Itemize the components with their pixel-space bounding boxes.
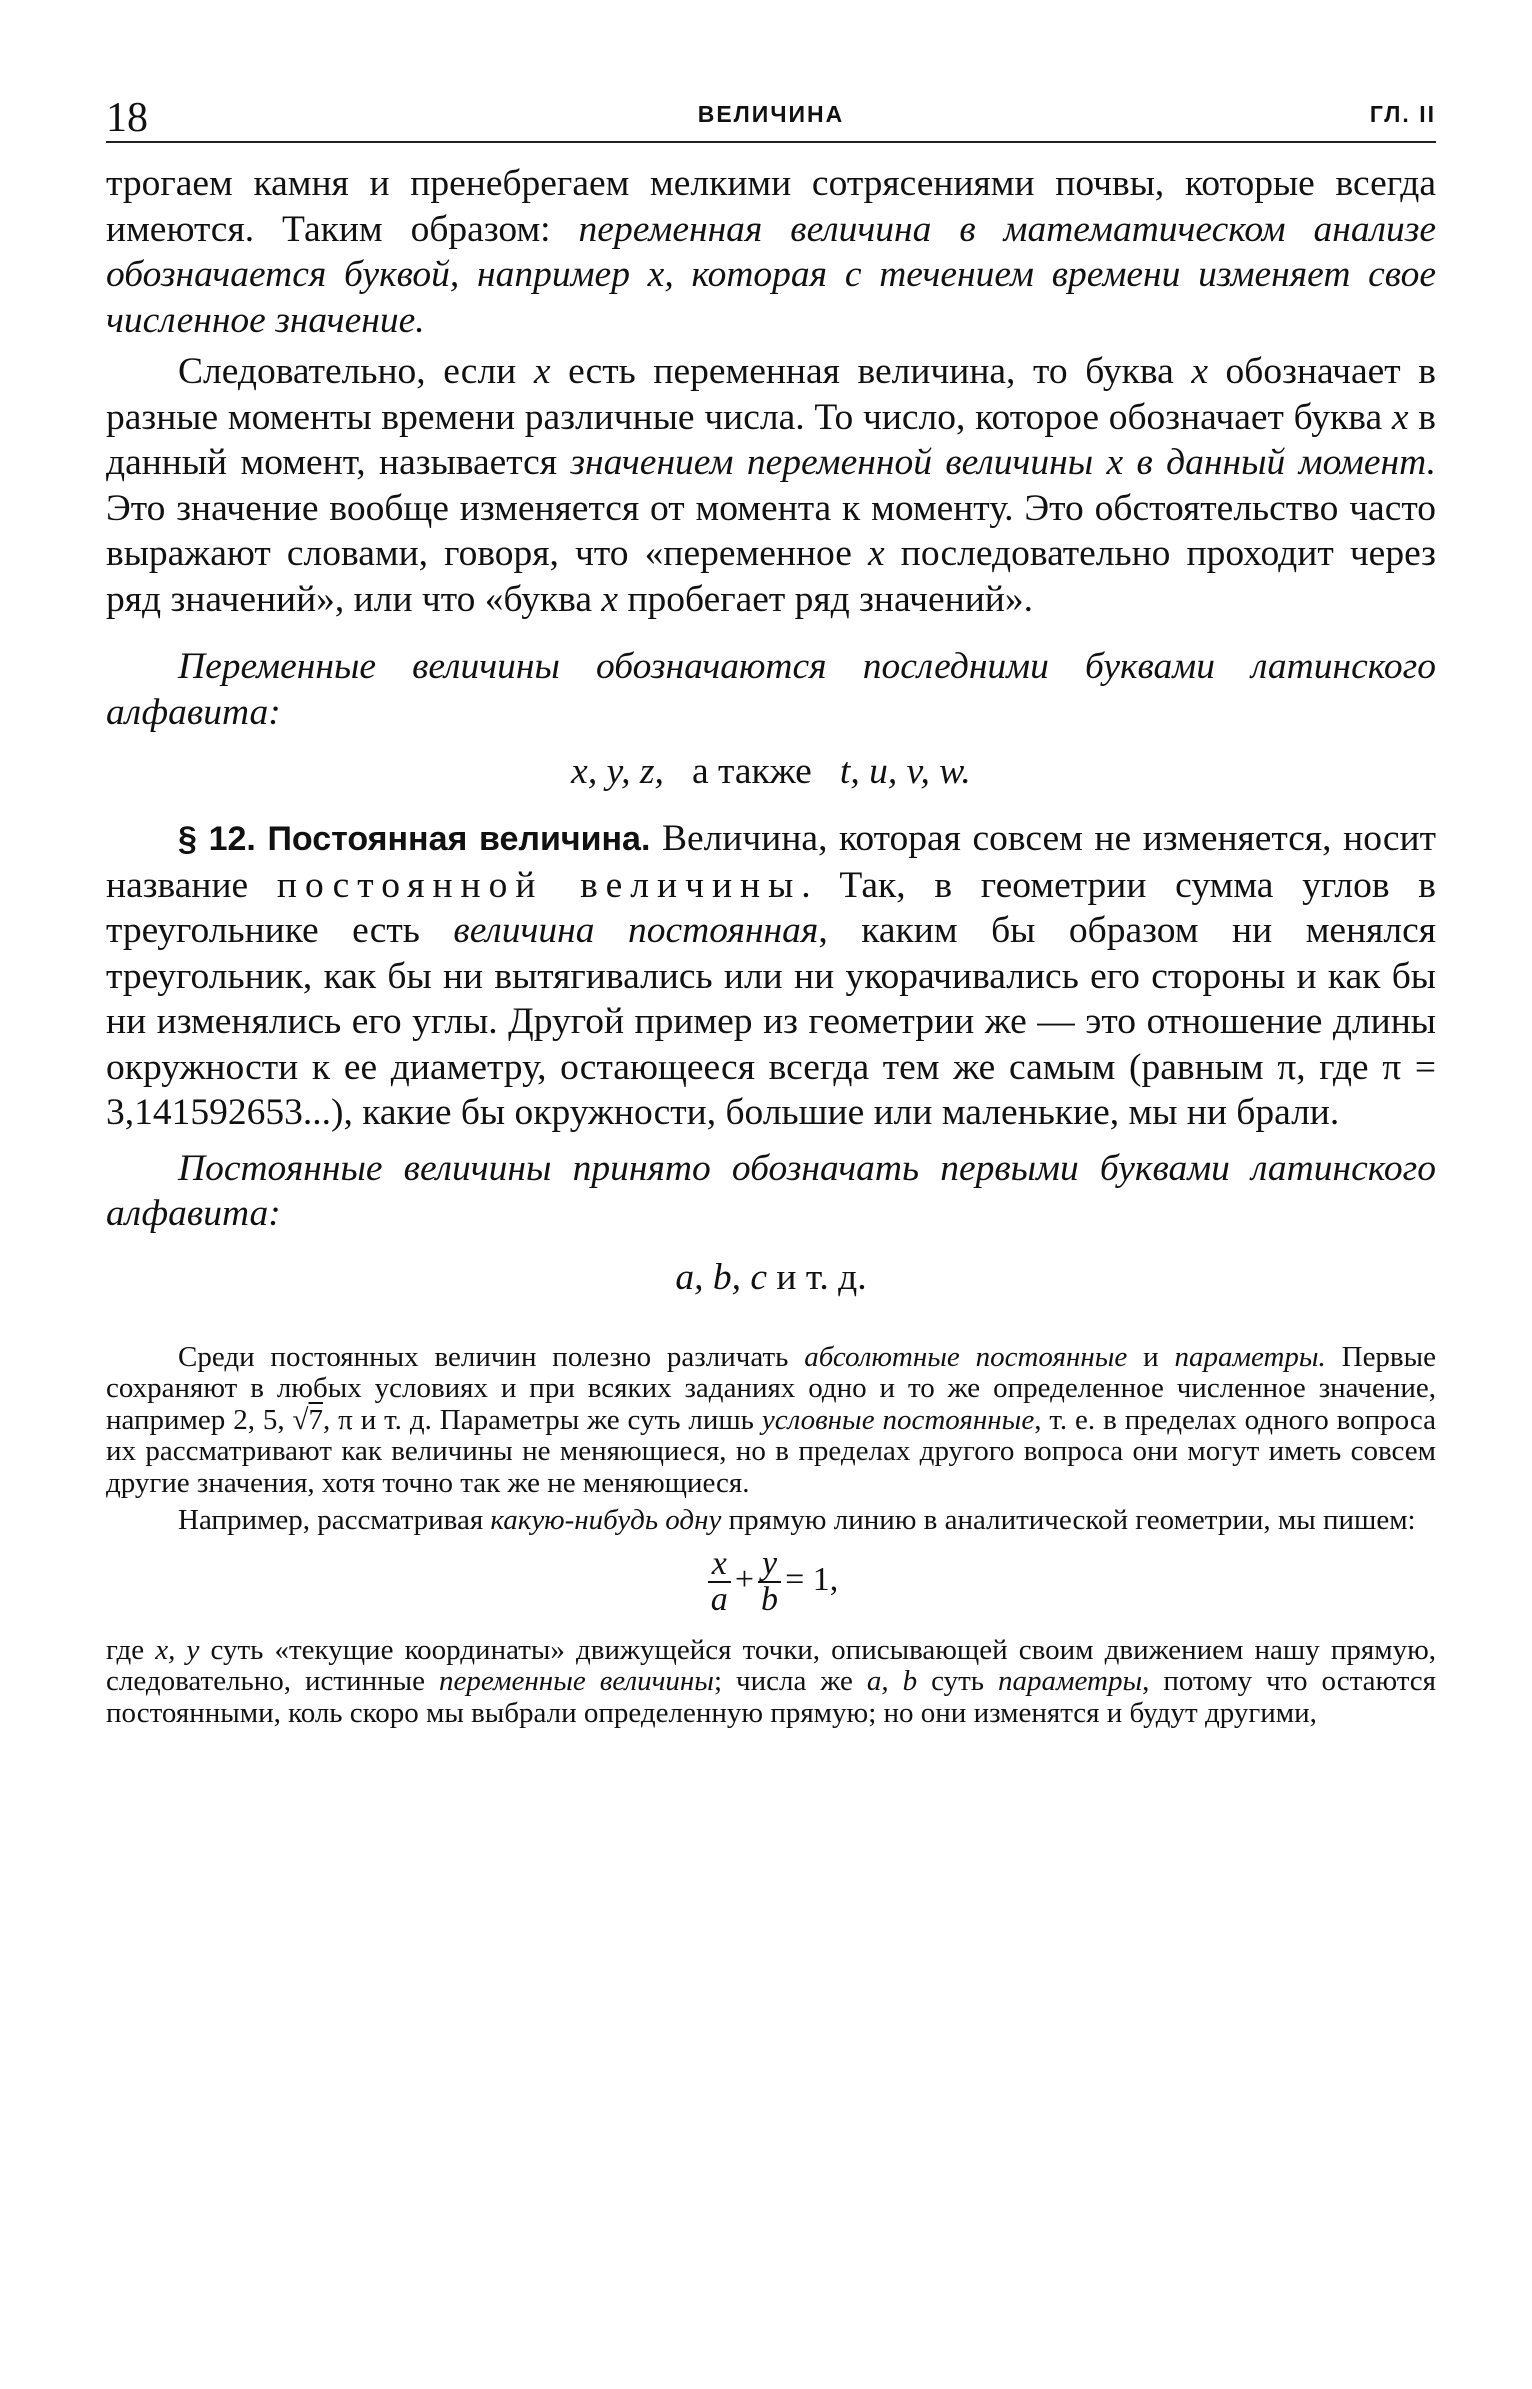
text: суть: [917, 1665, 999, 1697]
text: Величина, которая совсем не изменяется, носит название: [106, 818, 1436, 906]
italic-term: a, b: [866, 1665, 918, 1697]
variable-x: x: [533, 351, 551, 392]
text: прямую линию в аналитической геометрии, мы пишем:: [721, 1504, 1416, 1536]
italic-term: переменные величины: [439, 1665, 714, 1697]
chapter-label: ГЛ. II: [1369, 101, 1436, 127]
text: Первые сохраняют в любых условиях и при всяких заданиях одно и то же определенное численное значение, например 2, 5,: [106, 1340, 1436, 1436]
italic-term: какую-нибудь одну: [490, 1504, 722, 1536]
text: Это значение вообще изменяется от момента к моменту. Это обстоятельство часто выражают словами, говоря, что «переменное: [106, 487, 1436, 574]
book-page: [106, 95, 1436, 1729]
sqrt-argument: 7: [308, 1403, 323, 1436]
italic-term: x, y: [155, 1633, 200, 1666]
running-title: ВЕЛИЧИНА: [697, 101, 845, 127]
text: , потому что остаются постоянными, коль скоро мы выбрали определенную прямую; но они изменятся и будут другими,: [106, 1665, 1437, 1729]
italic-term: абсолютные постоянные: [804, 1340, 1128, 1373]
sqrt-symbol: √: [292, 1403, 309, 1436]
text: а также: [692, 751, 812, 792]
italic-term: величина постоянная: [453, 910, 819, 951]
page-number: 18: [106, 95, 148, 141]
italic-term: условные постоянные: [761, 1403, 1035, 1436]
text: где: [106, 1633, 156, 1666]
small-paragraph-example: [106, 1505, 1436, 1537]
text: , каким бы образом ни менялся треугольник, как бы ни вытягивались или ни укорачивались его стороны и как бы ни изменялись его углы. Другой пример из геометрии же — это отношение длины окружности к ее диаметру, остающееся всегда тем же самым (равным π, где π = 3,141592653...), какие бы окружности, большие или маленькие, мы ни брали.: [106, 910, 1436, 1133]
text: трогаем камня и пренебрегаем мелкими сотрясениями почвы, которые всегда имеются. Таким образом:: [106, 163, 1436, 250]
letters-xyz: x, y, z,: [571, 751, 664, 792]
paragraph-variable-definition: [106, 161, 1436, 343]
paragraph-constant-letters: [106, 1146, 1436, 1237]
italic-definition: переменная величина в математическом анализе обозначается буквой, например x, которая с течением времени изменяет свое численное значение.: [106, 208, 1437, 341]
text: , π и т. д. Параметры же суть лишь: [322, 1403, 762, 1436]
fraction-y-over-b: [758, 1544, 781, 1618]
variable-letters-line: [106, 749, 1436, 794]
variable-x: x: [1191, 351, 1208, 392]
page-header: [106, 95, 1436, 143]
text: есть переменная величина, то буква: [550, 351, 1192, 392]
italic-rule: Переменные величины обозначаются последними буквами латинского алфавита:: [106, 646, 1436, 733]
text: , т. е. в пределах одного вопроса их рассматривают как величины не меняющиеся, но в пределах другого вопроса они могут иметь совсем другие значения, хотя точно так же не меняющиеся.: [106, 1403, 1436, 1499]
text: обозначает в разные моменты времени различные числа. То число, которое обозначает буква: [106, 351, 1436, 438]
italic-term: параметры.: [1174, 1340, 1326, 1373]
denominator: a: [710, 1580, 728, 1618]
text: ; числа же: [713, 1665, 867, 1697]
italic-term: параметры: [998, 1665, 1143, 1697]
letters-abc: a, b, c: [675, 1256, 768, 1298]
constant-letters-line: [106, 1255, 1436, 1300]
paragraph-variable-value: [106, 349, 1436, 622]
text: . Так, в геометрии сумма углов в треугольнике есть: [106, 864, 1436, 951]
text: последовательно проходит через ряд значений», или что «буква: [106, 533, 1436, 620]
spaced-term: постоянной величины: [276, 864, 802, 906]
denominator: b: [761, 1580, 779, 1618]
section-heading: § 12. Постоянная величина.: [178, 820, 651, 858]
text: в данный момент, называется: [106, 396, 1436, 483]
text: Следовательно, если: [178, 351, 534, 392]
plus-sign: +: [734, 1560, 754, 1598]
italic-rule: Постоянные величины принято обозначать первыми буквами латинского алфавита:: [106, 1147, 1436, 1234]
text: пробегает ряд значений».: [618, 578, 1033, 620]
small-paragraph-constants: [106, 1342, 1436, 1500]
text: и т. д.: [776, 1256, 867, 1298]
text: и: [1127, 1340, 1175, 1373]
variable-x: x: [1391, 396, 1409, 438]
text: Среди постоянных величин полезно различать: [178, 1340, 805, 1373]
text: Например, рассматривая: [178, 1504, 491, 1536]
letters-tuvw: t, u, v, w.: [839, 751, 971, 792]
text: суть «текущие координаты» движущейся точки, описывающей своим движением нашу прямую, следовательно, истинные: [106, 1633, 1436, 1697]
numerator: y: [758, 1547, 781, 1583]
small-paragraph-explanation: [106, 1635, 1436, 1730]
italic-term: значением переменной величины x в данный момент.: [570, 442, 1436, 483]
fraction-x-over-a: [708, 1544, 731, 1618]
equals-one: = 1,: [785, 1560, 839, 1598]
paragraph-variable-letters: [106, 644, 1436, 735]
variable-x: x: [601, 578, 619, 620]
numerator: x: [708, 1547, 731, 1583]
variable-x: x: [868, 533, 885, 574]
section-12-paragraph: [106, 816, 1436, 1136]
line-equation: [106, 1544, 1436, 1618]
